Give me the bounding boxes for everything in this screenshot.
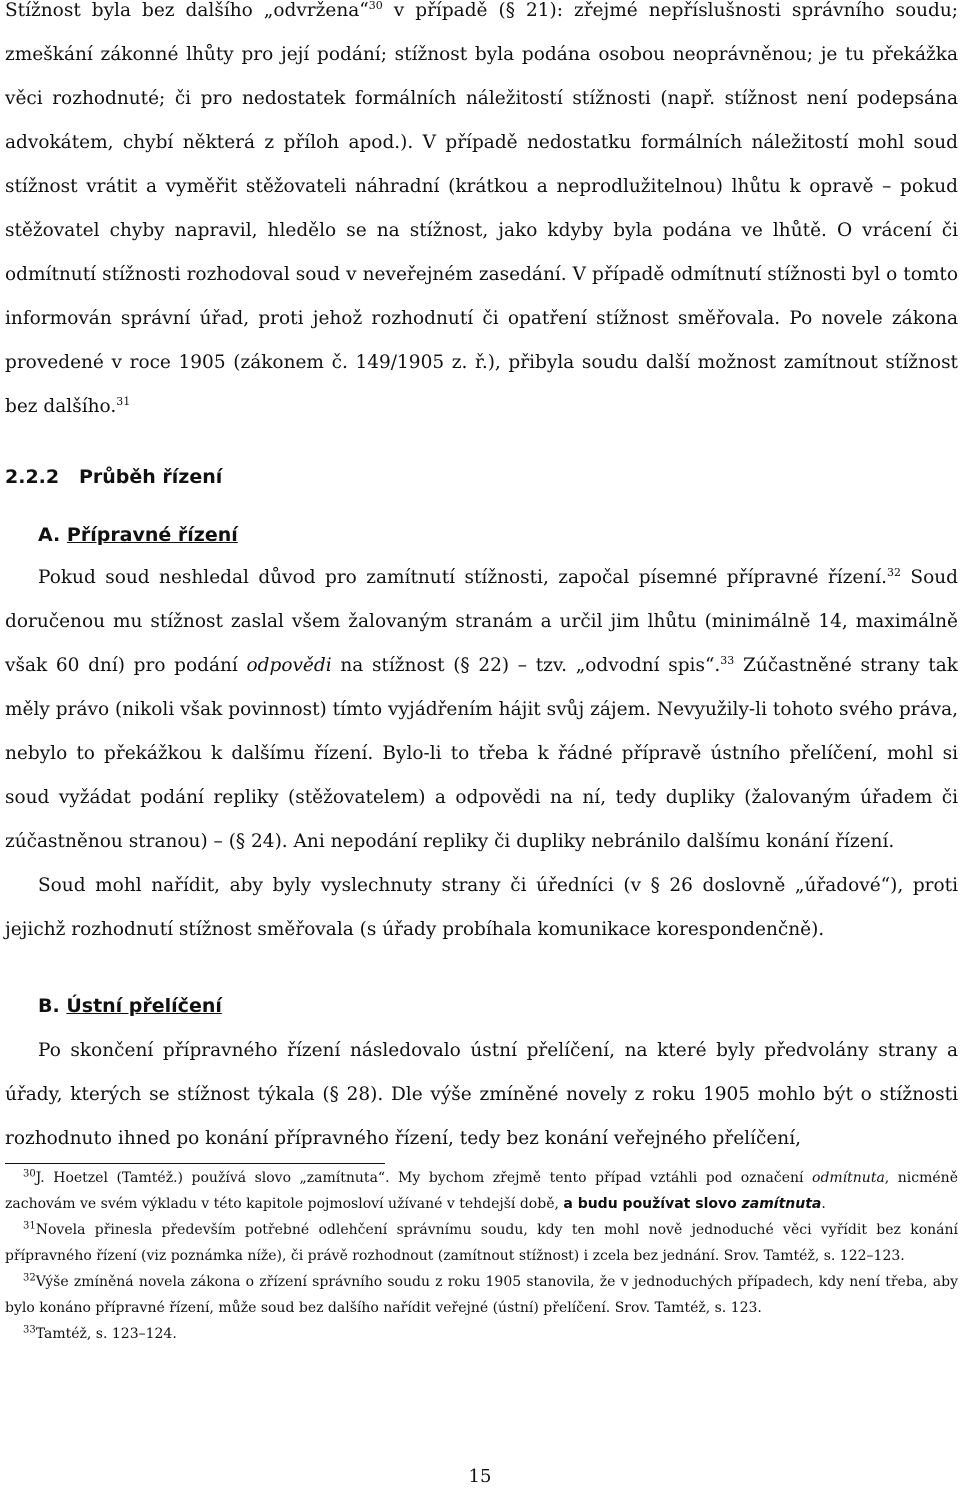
text-run: Výše zmíněná novela zákona o zřízení správního soudu z roku 1905 stanovila, že v jednoduchých případech, kdy není třeba, aby bylo konáno přípravné řízení, může soud bez dalšího nařídit veřejné (ústní) přelíčení. Srov. Tamtéž, s. 123. [5, 1274, 958, 1316]
footnotes [5, 1165, 958, 1347]
footnote-32 [5, 1269, 958, 1321]
text-run: Novela přinesla především potřebné odlehčení správnímu soudu, kdy ten mohl nově jednoduché věci vyřídit bez konání přípravného řízení (viz poznámka níže), či právě rozhodnout (zamítnout stížnost) i zcela bez jednání. Srov. Tamtéž, s. 122–123. [5, 1222, 958, 1264]
subsection-letter: B. [38, 995, 60, 1017]
paragraph [5, 556, 958, 864]
emphasis: odmítnuta [812, 1170, 885, 1186]
section-title: Průběh řízení [78, 466, 223, 488]
footnote-rule [5, 1163, 385, 1164]
footnote-ref-31: 31 [116, 394, 131, 408]
text-run: Tamtéž, s. 123–124. [35, 1326, 177, 1342]
footnote-number: 32 [23, 1272, 36, 1284]
body-block-b [5, 1029, 958, 1161]
text-run: v případě (§ 21): zřejmé nepříslušnosti správního soudu; zmeškání zákonné lhůty pro její podání; stížnost byla podána osobou neoprávněnou; je tu překážka věci rozhodnuté; či pro nedostatek formálních náležitostí stížnosti (např. stížnost není podepsána advokátem, chybí některá z příloh apod.). V případě nedostatku formálních náležitostí mohl soud stížnost vrátit a vyměřit stěžovateli náhradní (krátkou a neprodlužitelnou) lhůtu k opravě – pokud stěžovatel chyby napravil, hledělo se na stížnost, jako kdyby byla podána ve lhůtě. O vrácení či odmítnutí stížnosti rozhodoval soud v neveřejném zasedání. V případě odmítnutí stížnosti byl o tomto informován správní úřad, proti jehož rozhodnutí či opatření stížnost směřovala. Po novele zákona provedené v roce 1905 (zákonem č. 149/1905 z. ř.), přibyla soudu další možnost zamítnout stížnost bez dalšího. [5, 0, 958, 417]
subsection-heading-a [38, 524, 238, 546]
text-run: J. Hoetzel (Tamtéž.) používá slovo „zamítnuta“. My bychom zřejmě tento případ vztáhli pod označení [35, 1170, 813, 1186]
emphasis: odpovědi [246, 655, 332, 676]
text-run: Pokud soud neshledal důvod pro zamítnutí stížnosti, započal písemné přípravné řízení. [38, 567, 887, 588]
bold-text: a budu používat slovo [563, 1196, 742, 1212]
section-number: 2.2.2 [5, 466, 60, 488]
paragraph: Po skončení přípravného řízení následovalo ústní přelíčení, na které byly předvolány strany a úřady, kterých se stížnost týkala (§ 28). Dle výše zmíněné novely z roku 1905 mohlo být o stížnosti rozhodnuto ihned po konání přípravného řízení, tedy bez konání veřejného přelíčení, [5, 1040, 958, 1149]
bold-italic-text: zamítnuta [741, 1196, 822, 1212]
text-run: Zúčastněné strany tak měly právo (nikoli však povinnost) tímto vyjádřením hájit svůj zájem. Nevyužily-li tohoto svého práva, nebylo to překážkou k dalšímu řízení. Bylo-li to třeba k řádné přípravě ústního přelíčení, mohl si soud vyžádat podání repliky (stěžovatelem) a odpovědi na ní, tedy dupliky (žalovaným úřadem či zúčastněnou stranou) – (§ 24). Ani nepodání repliky či dupliky nebránilo dalšímu konání řízení. [5, 655, 958, 852]
text-run: Soud doručenou mu stížnost zaslal všem žalovaným stranám a určil jim lhůtu (minimálně 14, maximálně však 60 dní) pro podání [5, 567, 958, 676]
footnote-33 [5, 1321, 958, 1347]
text-run: , nicméně zachovám ve svém výkladu v této kapitole pojmosloví užívané v tehdejší době, [5, 1170, 958, 1212]
footnote-number: 30 [23, 1168, 36, 1180]
footnote-number: 33 [23, 1324, 36, 1336]
section-heading [5, 466, 222, 488]
text-run: Stížnost byla bez dalšího „odvržena“ [5, 0, 369, 21]
text-run: . [821, 1196, 826, 1212]
page-number: 15 [468, 1466, 492, 1487]
subsection-title: Přípravné řízení [66, 524, 238, 546]
footnote-number: 31 [23, 1220, 36, 1232]
footnote-ref-30: 30 [368, 0, 383, 12]
footnote-ref-32: 32 [887, 565, 901, 579]
footnote-30 [5, 1165, 958, 1217]
footnote-31 [5, 1217, 958, 1269]
text-run: na stížnost (§ 22) – tzv. „odvodní spis“. [331, 655, 721, 676]
body-block-a [5, 556, 958, 952]
subsection-letter: A. [38, 524, 61, 546]
subsection-heading-b [38, 995, 222, 1017]
paragraph [5, 0, 958, 429]
paragraph: Soud mohl nařídit, aby byly vyslechnuty strany či úředníci (v § 26 doslovně „úřadové“), proti jejichž rozhodnutí stížnost směřovala (s úřady probíhala komunikace korespondenčně). [5, 875, 958, 940]
body-block-1 [5, 0, 958, 429]
footnote-ref-33: 33 [720, 653, 735, 667]
subsection-title: Ústní přelíčení [66, 995, 222, 1017]
